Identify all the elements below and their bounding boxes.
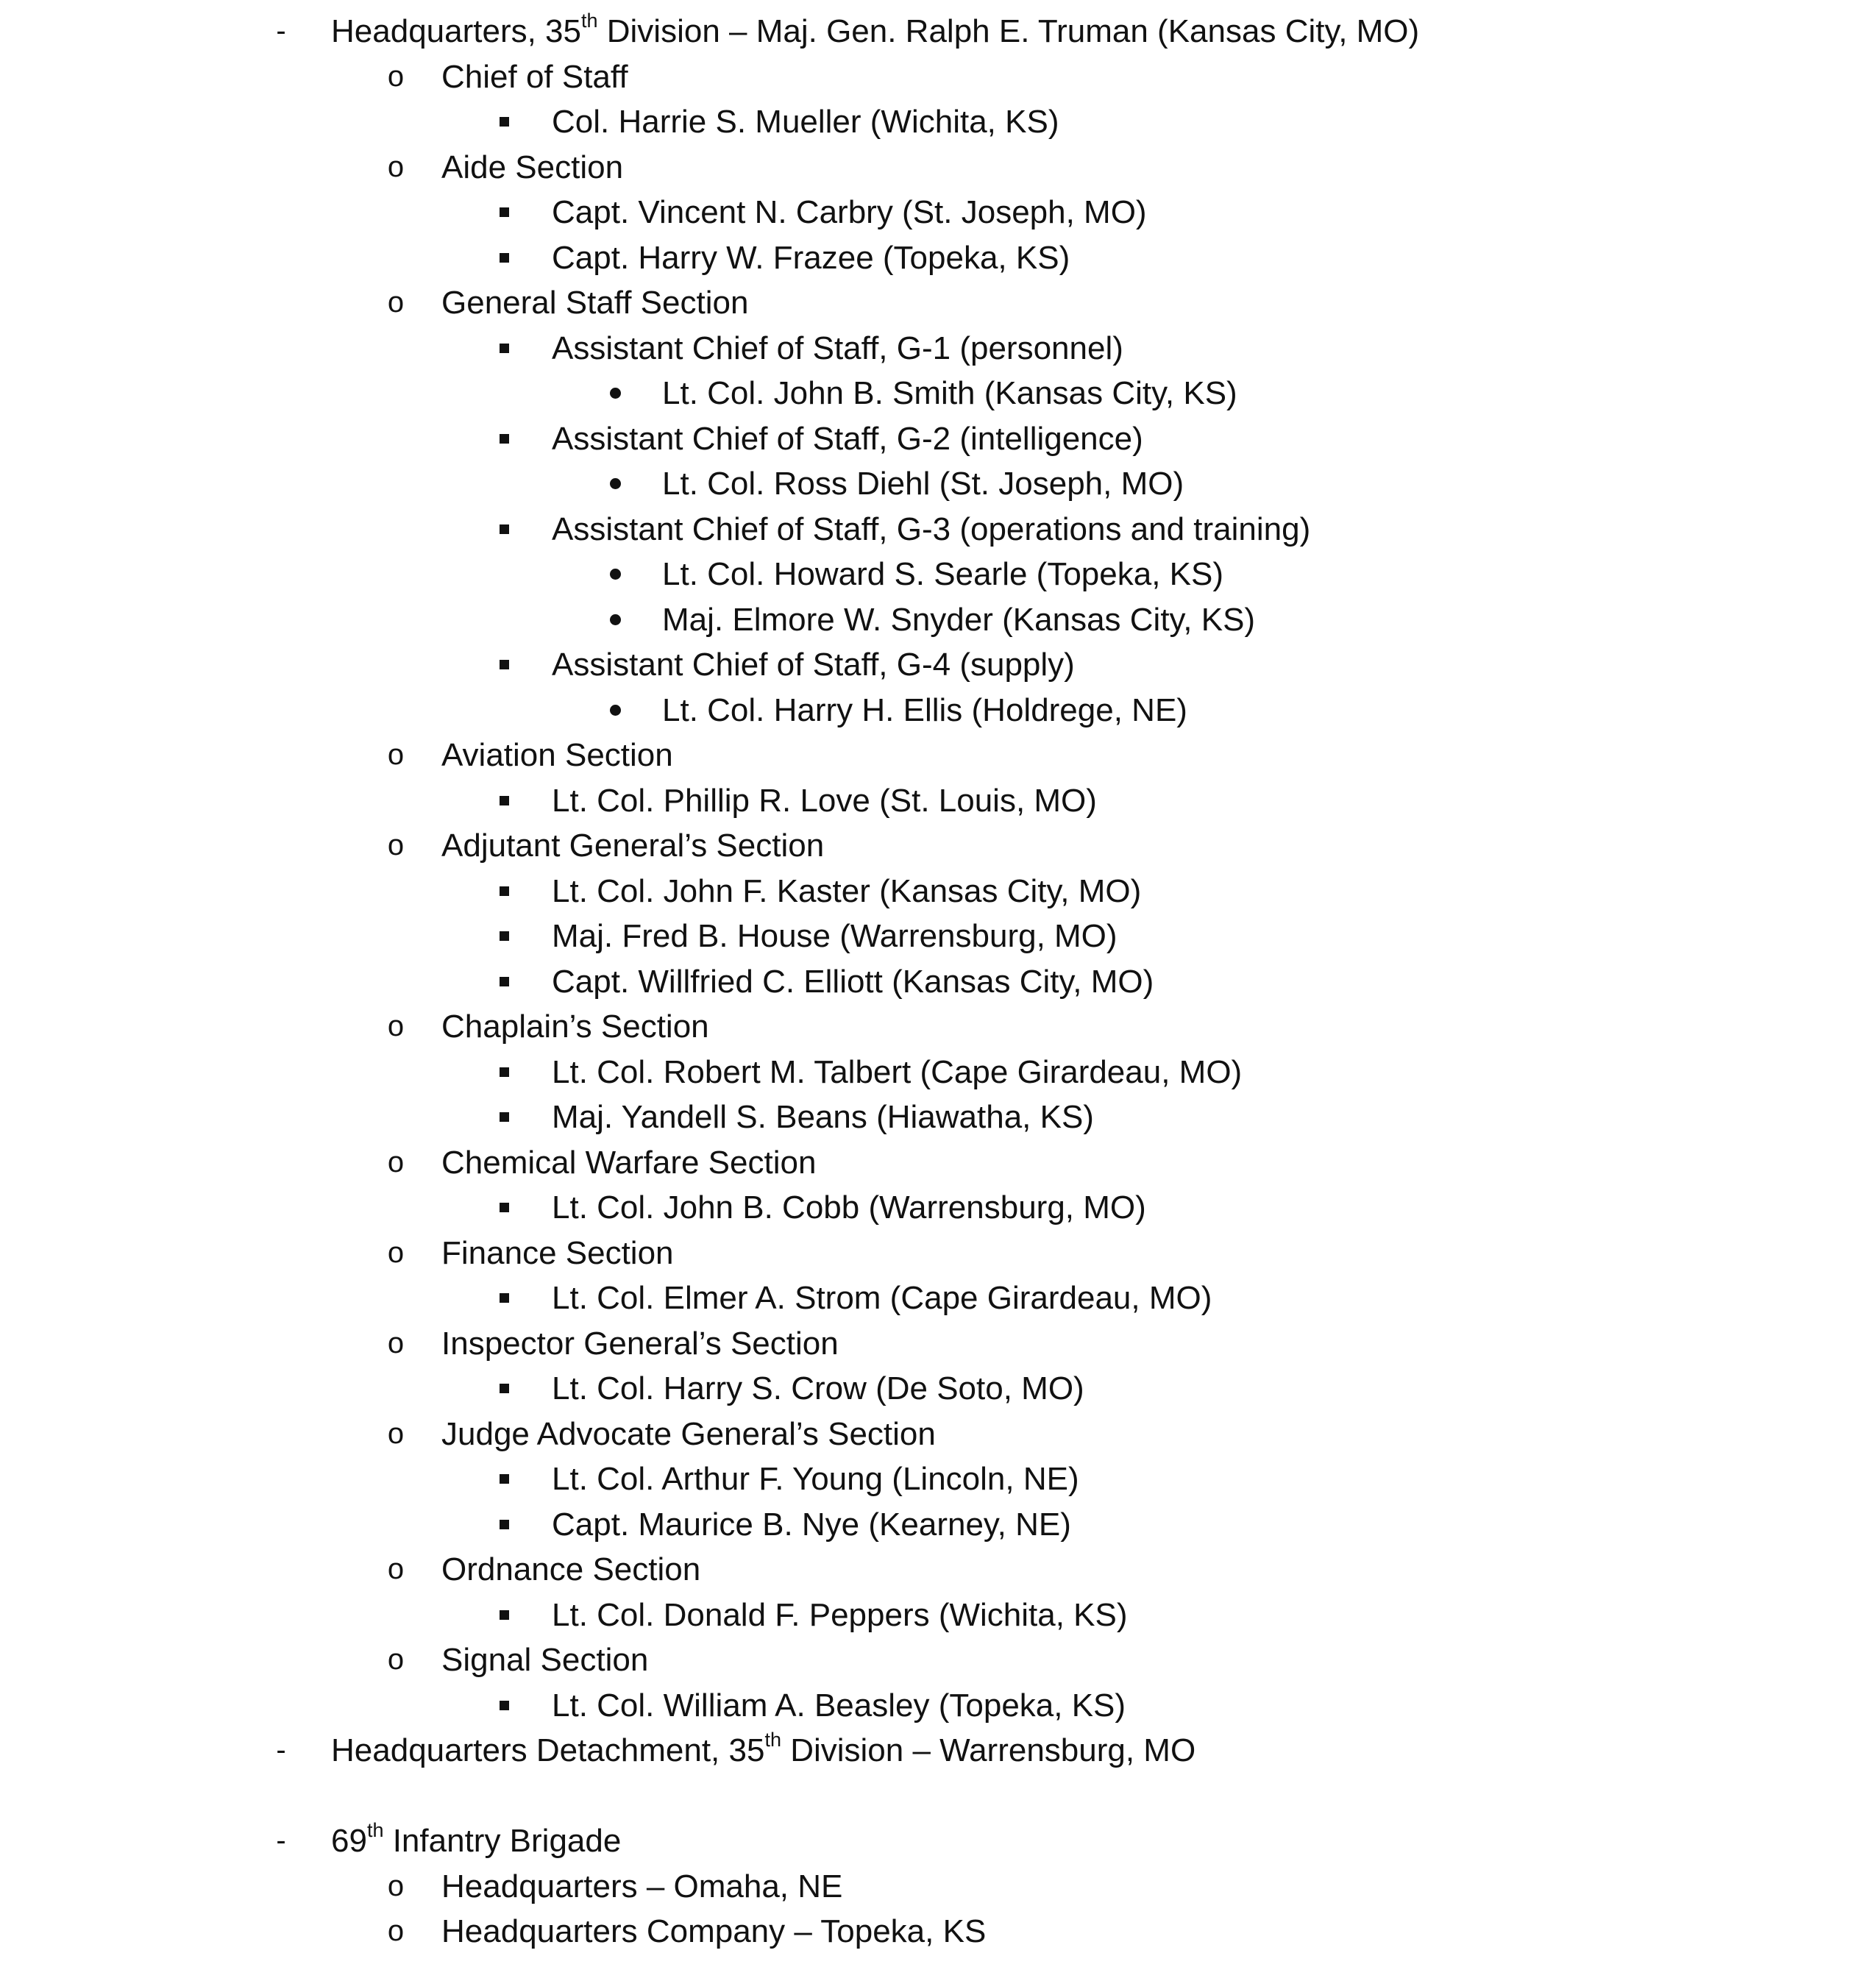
superscript-suffix: th — [366, 1819, 384, 1842]
outline-item-text — [552, 1366, 1084, 1411]
text-segment: Lt. Col. Robert M. Talbert (Cape Girardeau, MO) — [552, 1054, 1243, 1090]
square-bullet — [489, 1095, 519, 1139]
text-segment: Headquarters Detachment, 35 — [331, 1732, 765, 1768]
outline-item — [0, 1637, 1876, 1682]
outline-item — [0, 642, 1876, 687]
outline-item-text — [552, 959, 1154, 1004]
outline-item-text — [662, 552, 1223, 597]
text-segment: Infantry Brigade — [383, 1823, 622, 1859]
outline-item — [0, 1683, 1876, 1728]
circle-bullet: o — [387, 60, 405, 93]
superscript-suffix: th — [764, 1729, 781, 1751]
outline-item-text — [552, 1502, 1071, 1547]
text-segment: Lt. Col. Harry H. Ellis (Holdrege, NE) — [662, 692, 1187, 728]
text-segment: General Staff Section — [441, 285, 749, 321]
outline-item-text — [441, 1637, 648, 1682]
text-segment: Judge Advocate General’s Section — [441, 1416, 936, 1452]
outline-item — [0, 326, 1876, 371]
text-segment: Ordnance Section — [441, 1551, 701, 1587]
circle-bullet: o — [387, 151, 405, 183]
outline-item — [0, 823, 1876, 868]
square-bullet — [489, 1683, 519, 1728]
text-segment: Division – Warrensburg, MO — [781, 1732, 1196, 1768]
outline-item — [0, 9, 1876, 54]
outline-item-text — [441, 1547, 700, 1592]
outline-item — [0, 99, 1876, 144]
square-bullet — [489, 869, 519, 914]
text-segment: Lt. Col. John B. Cobb (Warrensburg, MO) — [552, 1189, 1146, 1226]
square-bullet — [489, 914, 519, 958]
outline-item — [0, 733, 1876, 778]
text-segment: Headquarters, 35 — [331, 13, 581, 49]
outline-item — [0, 1095, 1876, 1139]
text-segment: Lt. Col. Howard S. Searle (Topeka, KS) — [662, 556, 1223, 592]
square-bullet — [489, 1185, 519, 1230]
outline-item-text — [552, 642, 1075, 687]
text-segment: Capt. Maurice B. Nye (Kearney, NE) — [552, 1507, 1071, 1543]
outline-item-text — [552, 99, 1059, 144]
outline-item-text — [441, 733, 673, 778]
dot-bullet — [600, 461, 630, 506]
outline-item — [0, 1818, 1876, 1863]
text-segment: Signal Section — [441, 1642, 649, 1678]
outline-item-text — [441, 1004, 709, 1049]
circle-bullet: o — [387, 1146, 405, 1178]
text-segment: Assistant Chief of Staff, G-3 (operations and training) — [552, 511, 1311, 547]
square-bullet — [489, 959, 519, 1004]
text-segment: Capt. Willfried C. Elliott (Kansas City, MO) — [552, 964, 1154, 1000]
circle-bullet: o — [387, 1237, 405, 1269]
outline-item-text — [552, 778, 1097, 823]
text-segment: Aide Section — [441, 149, 624, 185]
outline-item — [0, 416, 1876, 461]
dash-bullet: - — [276, 15, 286, 47]
outline-item — [0, 1321, 1876, 1366]
square-bullet — [489, 99, 519, 144]
text-segment: Lt. Col. Donald F. Peppers (Wichita, KS) — [552, 1597, 1128, 1633]
outline-item-text — [441, 1231, 674, 1276]
square-bullet — [489, 1593, 519, 1637]
text-segment: 69 — [331, 1823, 367, 1859]
text-segment: Col. Harrie S. Mueller (Wichita, KS) — [552, 104, 1059, 140]
text-segment: Aviation Section — [441, 737, 673, 773]
square-bullet — [489, 326, 519, 371]
text-segment: Lt. Col. Elmer A. Strom (Cape Girardeau, MO) — [552, 1280, 1212, 1316]
circle-bullet: o — [387, 829, 405, 861]
outline-item-text — [441, 1412, 936, 1456]
outline-item — [0, 1276, 1876, 1320]
outline-item — [0, 1593, 1876, 1637]
outline-item — [0, 778, 1876, 823]
outline-item — [0, 1231, 1876, 1276]
outline-item-text — [552, 326, 1123, 371]
square-bullet — [489, 416, 519, 461]
square-bullet — [489, 1050, 519, 1095]
outline-item — [0, 1864, 1876, 1909]
text-segment: Lt. Col. Arthur F. Young (Lincoln, NE) — [552, 1461, 1079, 1497]
text-segment: Capt. Vincent N. Carbry (St. Joseph, MO) — [552, 194, 1147, 230]
outline-item-text — [552, 416, 1143, 461]
outline-item-text — [552, 1593, 1128, 1637]
text-segment: Maj. Fred B. House (Warrensburg, MO) — [552, 918, 1118, 954]
outline-item-text — [441, 280, 748, 325]
dash-bullet: - — [276, 1824, 286, 1857]
outline-item — [0, 1366, 1876, 1411]
text-segment: Lt. Col. John B. Smith (Kansas City, KS) — [662, 375, 1237, 411]
outline-item — [0, 1502, 1876, 1547]
outline-item-text — [441, 1321, 839, 1366]
square-bullet — [489, 1502, 519, 1547]
outline-item — [0, 914, 1876, 958]
square-bullet — [489, 1366, 519, 1411]
outline-item — [0, 1728, 1876, 1773]
outline-item-text — [552, 507, 1310, 552]
outline-item — [0, 145, 1876, 190]
square-bullet — [489, 1456, 519, 1501]
outline-item-text — [441, 1909, 986, 1954]
text-segment: Lt. Col. William A. Beasley (Topeka, KS) — [552, 1687, 1126, 1724]
outline-item — [0, 597, 1876, 642]
outline-item-text — [552, 1683, 1126, 1728]
outline-item-text — [552, 914, 1118, 958]
outline-item — [0, 1456, 1876, 1501]
outline-item — [0, 54, 1876, 99]
outline-item — [0, 959, 1876, 1004]
text-segment: Division – Maj. Gen. Ralph E. Truman (Kansas City, MO) — [597, 13, 1420, 49]
outline-item-text — [441, 54, 628, 99]
circle-bullet: o — [387, 1870, 405, 1902]
text-segment: Lt. Col. Ross Diehl (St. Joseph, MO) — [662, 466, 1184, 502]
outline-item-text — [441, 1864, 842, 1909]
square-bullet — [489, 642, 519, 687]
dash-bullet: - — [276, 1734, 286, 1766]
outline-item — [0, 235, 1876, 280]
outline-item — [0, 1004, 1876, 1049]
outline-item-text — [441, 823, 824, 868]
text-segment: Adjutant General’s Section — [441, 828, 825, 864]
text-segment: Finance Section — [441, 1235, 674, 1271]
text-segment: Chief of Staff — [441, 59, 628, 95]
text-segment: Capt. Harry W. Frazee (Topeka, KS) — [552, 240, 1070, 276]
outline-item — [0, 1185, 1876, 1230]
square-bullet — [489, 778, 519, 823]
outline-item-text — [552, 1185, 1146, 1230]
outline-item-text — [662, 597, 1255, 642]
outline-item-text — [552, 869, 1141, 914]
outline-item-text — [441, 145, 623, 190]
outline-item — [0, 371, 1876, 416]
outline-item — [0, 688, 1876, 733]
superscript-suffix: th — [581, 10, 598, 32]
outline-item — [0, 1412, 1876, 1456]
circle-bullet: o — [387, 286, 405, 319]
circle-bullet: o — [387, 1010, 405, 1042]
text-segment: Lt. Col. Harry S. Crow (De Soto, MO) — [552, 1370, 1084, 1406]
outline-item-text — [662, 461, 1184, 506]
text-segment: Lt. Col. Phillip R. Love (St. Louis, MO) — [552, 783, 1097, 819]
circle-bullet: o — [387, 1327, 405, 1359]
outline-item-text — [552, 235, 1070, 280]
outline-item-text — [331, 9, 1419, 54]
outline-item — [0, 507, 1876, 552]
outline-item-text — [552, 1095, 1094, 1139]
outline-item — [0, 869, 1876, 914]
circle-bullet: o — [387, 1553, 405, 1585]
outline-item — [0, 190, 1876, 235]
outline-item — [0, 461, 1876, 506]
outline-item — [0, 1050, 1876, 1095]
outline-item-text — [552, 1050, 1242, 1095]
text-segment: Headquarters – Omaha, NE — [441, 1868, 843, 1904]
circle-bullet: o — [387, 1643, 405, 1676]
outline-item-text — [552, 1276, 1212, 1320]
dot-bullet — [600, 688, 630, 733]
outline-item-text — [331, 1728, 1195, 1773]
text-segment: Inspector General’s Section — [441, 1326, 839, 1362]
text-segment: Lt. Col. John F. Kaster (Kansas City, MO) — [552, 873, 1142, 909]
square-bullet — [489, 1276, 519, 1320]
outline-item — [0, 1140, 1876, 1185]
square-bullet — [489, 190, 519, 235]
dot-bullet — [600, 371, 630, 416]
outline-item — [0, 1547, 1876, 1592]
circle-bullet: o — [387, 739, 405, 771]
text-segment: Assistant Chief of Staff, G-1 (personnel) — [552, 330, 1123, 366]
outline-item — [0, 1909, 1876, 1954]
text-segment: Headquarters Company – Topeka, KS — [441, 1913, 987, 1949]
outline-item-text — [552, 1456, 1079, 1501]
outline-item-text — [441, 1140, 816, 1185]
outline-item-text — [662, 371, 1237, 416]
dot-bullet — [600, 552, 630, 597]
square-bullet — [489, 235, 519, 280]
text-segment: Assistant Chief of Staff, G-4 (supply) — [552, 647, 1075, 683]
outline-item-text — [662, 688, 1187, 733]
text-segment: Chaplain’s Section — [441, 1009, 709, 1045]
text-segment: Maj. Elmore W. Snyder (Kansas City, KS) — [662, 602, 1256, 638]
text-segment: Chemical Warfare Section — [441, 1145, 817, 1181]
outline-item-text — [552, 190, 1147, 235]
outline-item — [0, 552, 1876, 597]
circle-bullet: o — [387, 1915, 405, 1947]
text-segment: Assistant Chief of Staff, G-2 (intelligence) — [552, 421, 1143, 457]
circle-bullet: o — [387, 1418, 405, 1450]
text-segment: Maj. Yandell S. Beans (Hiawatha, KS) — [552, 1099, 1094, 1135]
dot-bullet — [600, 597, 630, 642]
square-bullet — [489, 507, 519, 552]
outline-item — [0, 280, 1876, 325]
outline-item-text — [331, 1818, 621, 1863]
